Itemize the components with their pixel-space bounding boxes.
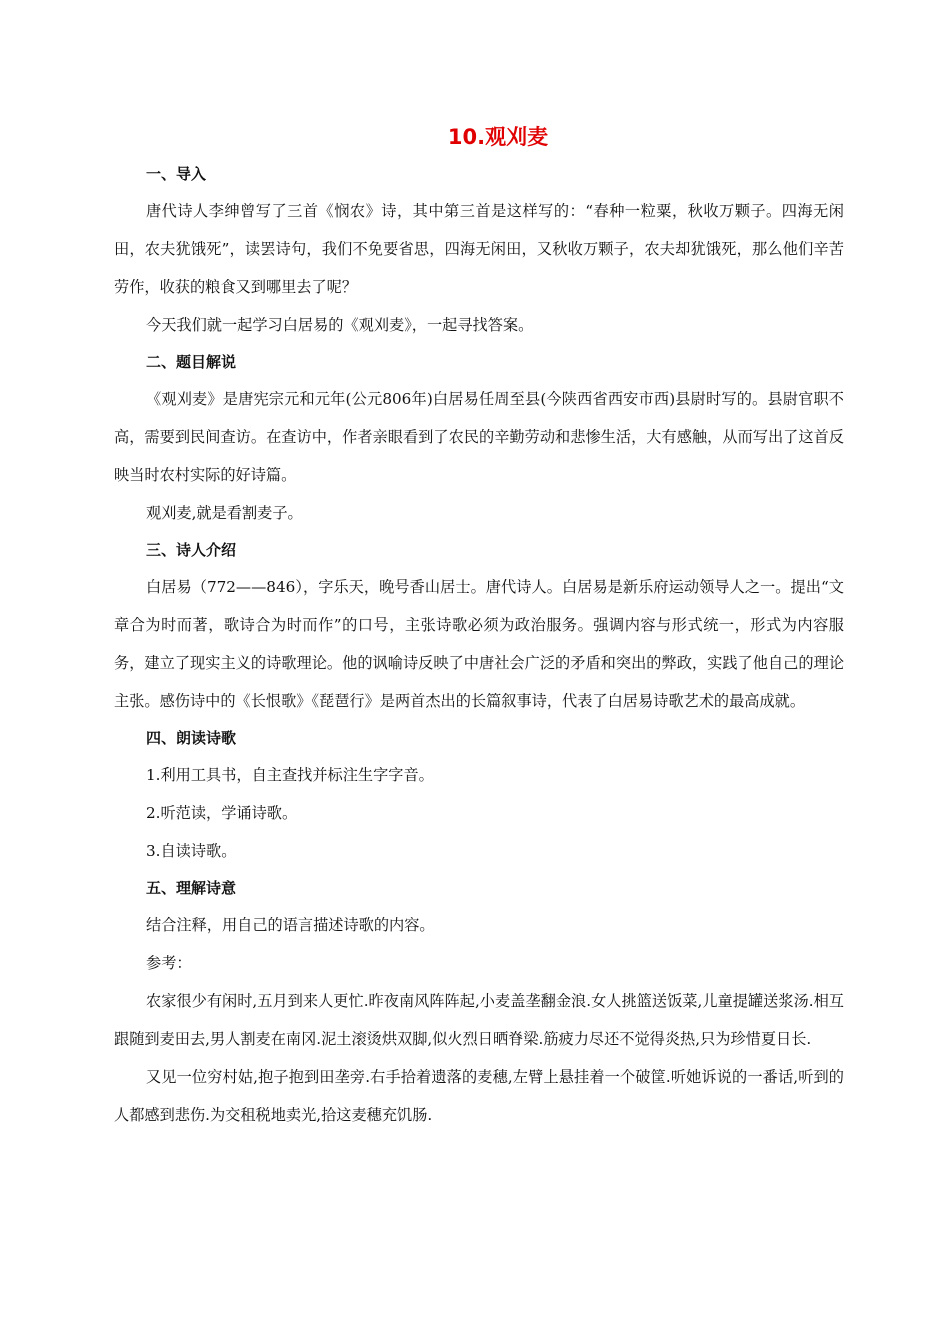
section-heading: 二、题目解说 bbox=[146, 353, 237, 371]
section-heading: 一、导入 bbox=[146, 165, 207, 183]
paragraph: 白居易（772——846），字乐天，晚号香山居士。唐代诗人。白居易是新乐府运动领导人之一。提出“文章合为时而著，歌诗合为时而作”的口号，主张诗歌必须为政治服务。强调内容与形式统一，形式为内容服务，建立了现实主义的诗歌理论。他的讽喻诗反映了中唐社会广泛的矛盾和突出的弊政，实践了他自己的理论主张。感伤诗中的《长恨歌》《琵琶行》是两首杰出的长篇叙事诗，代表了白居易诗歌艺术的最高成就。 bbox=[114, 578, 844, 710]
section-intro bbox=[114, 156, 844, 344]
section-heading: 四、朗读诗歌 bbox=[146, 729, 237, 747]
paragraph: 观刈麦,就是看割麦子。 bbox=[146, 504, 303, 522]
section-heading: 五、理解诗意 bbox=[146, 879, 237, 897]
paragraph: 今天我们就一起学习白居易的《观刈麦》，一起寻找答案。 bbox=[146, 316, 534, 334]
section-title-explain bbox=[114, 344, 844, 532]
paragraph: 又见一位穷村姑,抱子抱到田垄旁.右手拾着遗落的麦穗,左臂上悬挂着一个破筐.听她诉说的一番话,听到的人都感到悲伤.为交租税地卖光,拾这麦穗充饥肠. bbox=[114, 1068, 844, 1124]
section-meaning bbox=[114, 870, 844, 1134]
list-item: 3.自读诗歌。 bbox=[146, 842, 237, 860]
page-title: 10.观刈麦 bbox=[447, 125, 549, 149]
section-reading bbox=[114, 720, 844, 870]
list-item: 1.利用工具书，自主查找并标注生字字音。 bbox=[146, 766, 434, 784]
section-poet bbox=[114, 532, 844, 720]
paragraph: 《观刈麦》是唐宪宗元和元年(公元806年)白居易任周至县(今陕西省西安市西)县尉时写的。县尉官职不高，需要到民间查访。在查访中，作者亲眼看到了农民的辛勤劳动和悲惨生活，大有感触，从而写出了这首反映当时农村实际的好诗篇。 bbox=[114, 390, 844, 484]
paragraph: 唐代诗人李绅曾写了三首《悯农》诗，其中第三首是这样写的：“春种一粒粟，秋收万颗子。四海无闲田，农夫犹饿死”，读罢诗句，我们不免要省思，四海无闲田，又秋收万颗子，农夫却犹饿死，那么他们辛苦劳作，收获的粮食又到哪里去了呢？ bbox=[114, 202, 844, 296]
document-body bbox=[114, 156, 844, 1134]
paragraph: 结合注释，用自己的语言描述诗歌的内容。 bbox=[146, 916, 435, 934]
list-item: 2.听范读，学诵诗歌。 bbox=[146, 804, 298, 822]
section-heading: 三、诗人介绍 bbox=[146, 541, 237, 559]
paragraph: 农家很少有闲时,五月到来人更忙.昨夜南风阵阵起,小麦盖垄翻金浪.女人挑篮送饭菜,儿童提罐送浆汤.相互跟随到麦田去,男人割麦在南冈.泥土滚烫烘双脚,似火烈日晒脊梁.筋疲力尽还不觉得炎热,只为珍惜夏日长. bbox=[114, 992, 844, 1048]
paragraph: 参考： bbox=[146, 954, 192, 972]
